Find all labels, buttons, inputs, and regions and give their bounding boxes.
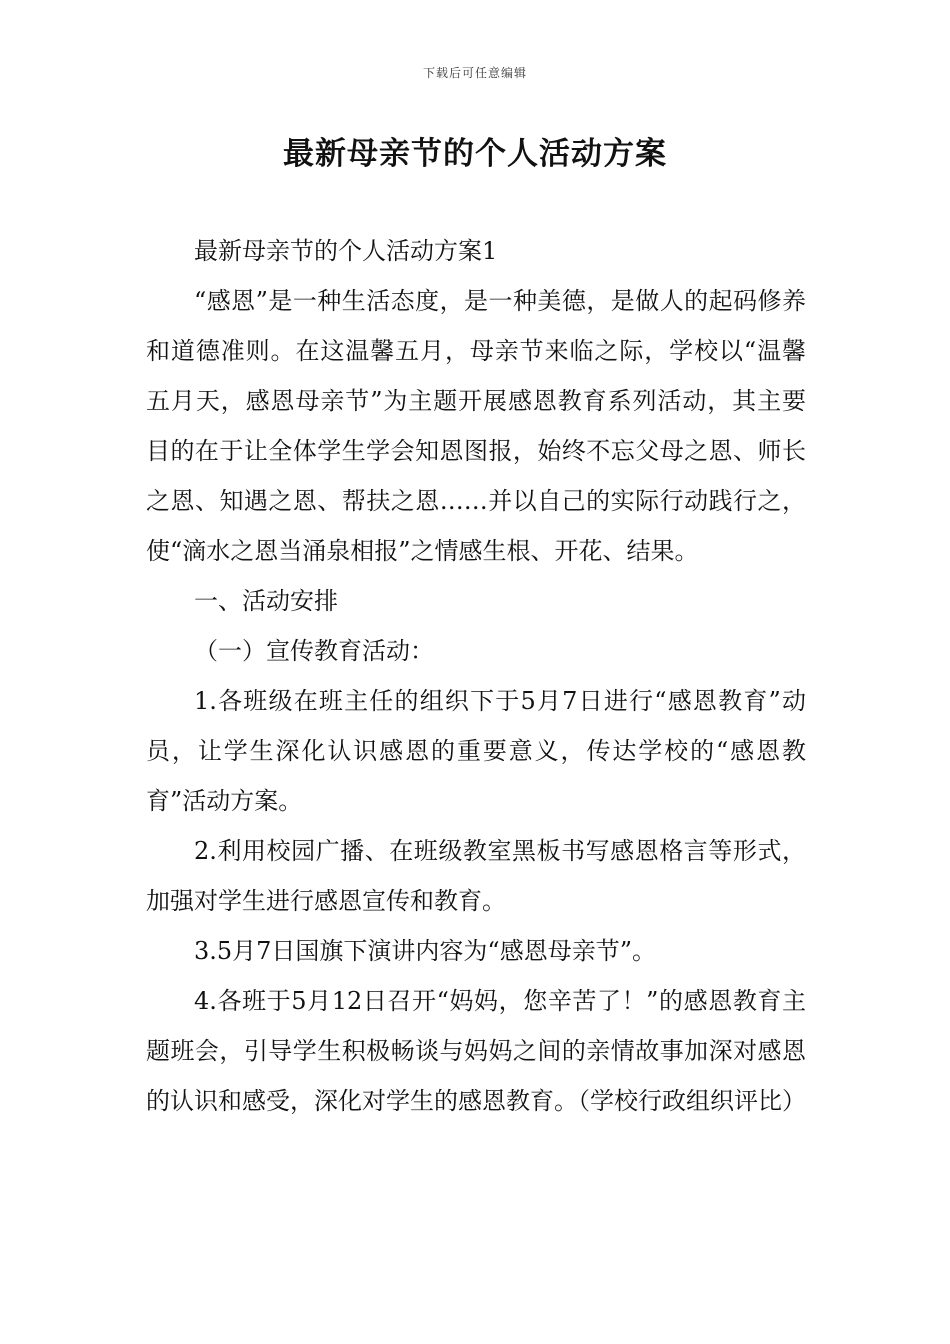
list-item-1: 1.各班级在班主任的组织下于5月7日进行“感恩教育”动员，让学生深化认识感恩的重要意义，传达学校的“感恩教育”活动方案。 [146,687,806,815]
page-header-note: 下载后可任意编辑 [422,66,527,80]
section-heading-activity-arrangement: 一、活动安排 [194,587,338,615]
subsection-heading-publicity: （一）宣传教育活动： [194,637,434,665]
list-item-3: 3.5月7日国旗下演讲内容为“感恩母亲节”。 [194,937,656,965]
document-subtitle: 最新母亲节的个人活动方案1 [194,237,498,265]
document-title: 最新母亲节的个人活动方案 [283,136,667,172]
list-item-2: 2.利用校园广播、在班级教室黑板书写感恩格言等形式，加强对学生进行感恩宣传和教育。 [146,837,806,915]
list-item-4: 4.各班于5月12日召开“妈妈，您辛苦了！”的感恩教育主题班会，引导学生积极畅谈与妈妈之间的亲情故事加深对感恩的认识和感受，深化对学生的感恩教育。（学校行政组织评比） [146,987,806,1115]
document-body [146,226,806,1126]
paragraph-intro: “感恩”是一种生活态度，是一种美德，是做人的起码修养和道德准则。在这温馨五月，母亲节来临之际，学校以“温馨五月天，感恩母亲节”为主题开展感恩教育系列活动，其主要目的在于让全体学生学会知恩图报，始终不忘父母之恩、师长之恩、知遇之恩、帮扶之恩……并以自己的实际行动践行之，使“滴水之恩当涌泉相报”之情感生根、开花、结果。 [146,287,806,565]
